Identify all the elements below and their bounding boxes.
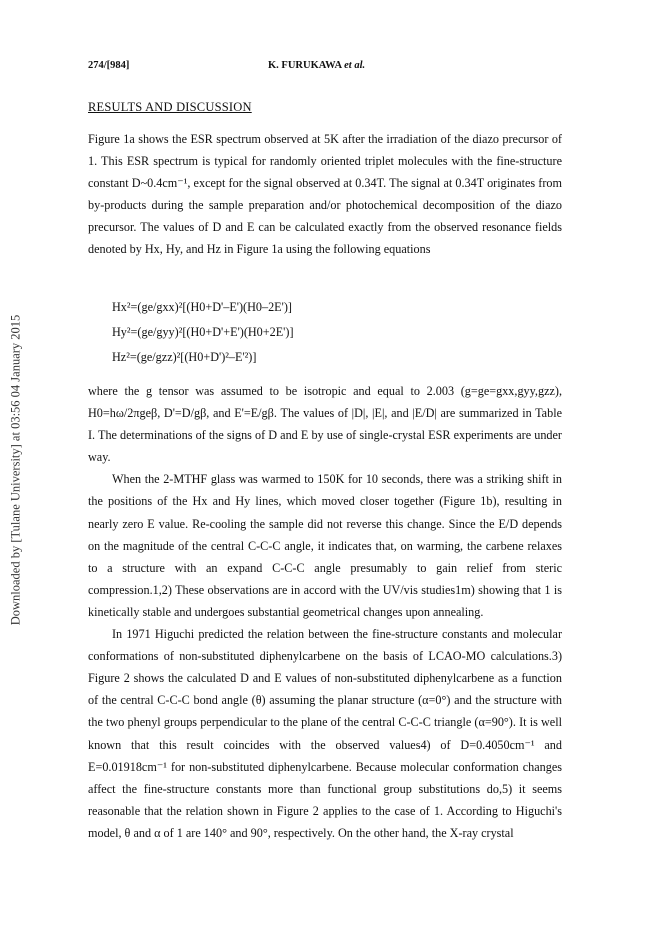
equation-hz: Hz²=(ge/gzz)²[(H0+D')²–E'²)] [112,350,257,364]
page-number: 274/[984] [88,60,130,71]
paragraph-1-text: Figure 1a shows the ESR spectrum observed at 5K after the irradiation of the diazo precursor of 1. This ESR spectrum is typical for randomly oriented triplet molecules with the fine-structure constant D~0.4cm⁻¹, except for the signal observed at 0.34T. The signal at 0.34T originates from by-products during the sample preparation and/or photochemical decomposition of the diazo precursor. The values of D and E can be calculated exactly from the observed resonance fields denoted by Hx, Hy, and Hz in Figure 1a using the following equations [88,132,562,257]
equation-hy: Hy²=(ge/gyy)²[(H0+D'+E')(H0+2E')] [112,325,294,339]
paragraph-1 [88,128,562,261]
equation-block [112,295,294,370]
download-watermark-text: Downloaded by [Tulane University] at 03:56 04 January 2015 [8,314,23,626]
paragraph-4-text: In 1971 Higuchi predicted the relation between the fine-structure constants and molecular conformations of non-substituted diphenylcarbene on the basis of LCAO-MO calculations.3) Figure 2 shows the calculated D and E values of non-substituted diphenylcarbene as a function of the central C-C-C bond angle (θ) assuming the planar structure (α=0°) and the structure with the two phenyl groups perpendicular to the plane of the central C-C-C triangle (α=90°). It is well known that this result coincides with the observed values4) of D=0.4050cm⁻¹ and E=0.01918cm⁻¹ for non-substituted diphenylcarbene. Because molecular conformation changes affect the fine-structure constants more than functional group substitutions do,5) it seems reasonable that the relation shown in Figure 2 applies to the case of 1. According to Higuchi's model, θ and α of 1 are 140° and 90°, respectively. On the other hand, the X-ray crystal [88,627,562,840]
paragraphs-continued [88,380,562,844]
author-suffix: et al. [344,60,366,71]
equation-hx: Hx²=(ge/gxx)²[(H0+D'–E')(H0–2E')] [112,300,292,314]
running-author [268,60,365,71]
paragraph-2-text: where the g tensor was assumed to be isotropic and equal to 2.003 (g=ge=gxx,gyy,gzz), H0=hω/2πgeβ, D'=D/gβ, and E'=E/gβ. The values of |D|, |E|, and |E/D| are summarized in Table I. The determinations of the signs of D and E by use of single-crystal ESR experiments are under way. [88,384,562,465]
download-watermark [8,300,24,640]
section-title: RESULTS AND DISCUSSION [88,100,252,114]
paragraph-3-text: When the 2-MTHF glass was warmed to 150K for 10 seconds, there was a striking shift in the positions of the Hx and Hy lines, which moved closer together (Figure 1b), resulting in nearly zero E value. Re-cooling the sample did not reverse this change. Since the E/D depends on the magnitude of the central C-C-C angle, it indicates that, on warming, the carbene relaxes to a structure with an expand C-C-C angle presumably to gain relief from steric compression.1,2) These observations are in accord with the UV/vis studies1m) showing that 1 is kinetically stable and undergoes substantial geometrical changes upon annealing. [88,472,562,619]
author-name: K. FURUKAWA [268,60,342,71]
